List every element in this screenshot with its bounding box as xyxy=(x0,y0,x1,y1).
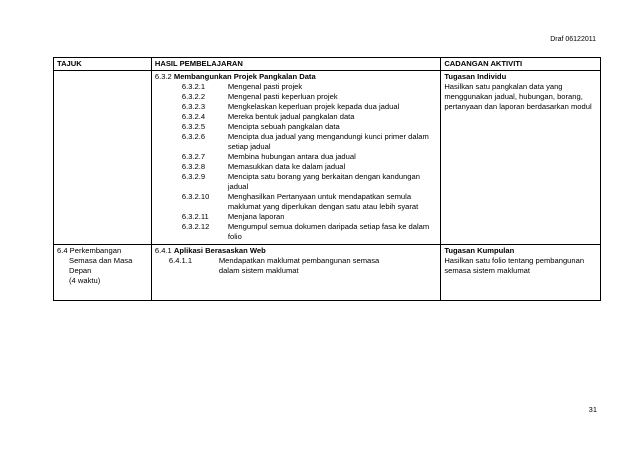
outcome-item xyxy=(155,222,437,242)
aktiviti-cell xyxy=(441,245,601,301)
outcome-number: 6.3.2.3 xyxy=(181,102,206,111)
header-cadangan-aktiviti: CADANGAN AKTIVITI xyxy=(441,58,601,71)
tajuk-cell xyxy=(54,245,152,301)
outcome-number: 6.3.2.12 xyxy=(181,222,210,231)
outcome-text: Mencipta satu borang yang berkaitan dengan kandungan jadual xyxy=(227,172,420,191)
outcome-number: 6.3.2.2 xyxy=(181,92,206,101)
outcome-number: 6.3.2.1 xyxy=(181,82,206,91)
outcome-text-line: Mendapatkan maklumat pembangunan semasa xyxy=(218,256,380,265)
outcome-item xyxy=(155,112,437,122)
outcome-text: Mengenal pasti keperluan projek xyxy=(227,92,338,101)
section-title: Membangunkan Projek Pangkalan Data xyxy=(173,72,316,81)
outcome-number: 6.3.2.7 xyxy=(181,152,206,161)
outcome-text: Memasukkan data ke dalam jadual xyxy=(227,162,346,171)
header-tajuk: TAJUK xyxy=(54,58,152,71)
tajuk-line: (4 waktu) xyxy=(69,276,101,285)
outcome-text: Menghasilkan Pertanyaan untuk mendapatkan semula maklumat yang diperlukan dengan satu atau lebih syarat xyxy=(227,192,419,211)
outcome-item xyxy=(155,192,437,212)
tajuk-line: Semasa dan Masa xyxy=(69,256,133,265)
outcome-item xyxy=(155,256,437,276)
outcome-item xyxy=(155,152,437,162)
outcome-item xyxy=(155,172,437,192)
hasil-cell xyxy=(151,245,440,301)
outcome-item xyxy=(155,82,437,92)
tajuk-line: Depan xyxy=(69,266,92,275)
outcome-text: Mereka bentuk jadual pangkalan data xyxy=(227,112,355,121)
section-heading xyxy=(155,246,437,256)
section-number: 6.3.2 xyxy=(154,72,172,81)
outcome-item xyxy=(155,122,437,132)
tajuk-cell xyxy=(54,71,152,245)
activity-text: Hasilkan satu pangkalan data yang menggunakan jadual, hubungan, borang, pertanyaan dan laporan berdasarkan modul xyxy=(444,82,592,111)
activity-title: Tugasan Individu xyxy=(444,72,507,81)
outcome-item xyxy=(155,162,437,172)
outcome-text: Menjana laporan xyxy=(227,212,285,221)
page-number: 31 xyxy=(588,405,597,414)
table-row xyxy=(54,71,601,245)
outcome-number: 6.3.2.9 xyxy=(181,172,206,181)
outcome-text xyxy=(219,256,437,276)
section-number: 6.4.1 xyxy=(154,246,172,255)
section-title: Aplikasi Berasaskan Web xyxy=(173,246,266,255)
outcome-text: Mengumpul semua dokumen daripada setiap fasa ke dalam folio xyxy=(227,222,430,241)
aktiviti-cell xyxy=(441,71,601,245)
outcome-text: Mencipta dua jadual yang mengandungi kunci primer dalam setiap jadual xyxy=(227,132,429,151)
tajuk-line: 6.4 Perkembangan xyxy=(57,246,122,255)
table-row xyxy=(54,245,601,301)
outcome-item xyxy=(155,92,437,102)
outcome-text: Membina hubungan antara dua jadual xyxy=(227,152,356,161)
outcome-text: Mengenal pasti projek xyxy=(227,82,303,91)
outcome-number: 6.3.2.10 xyxy=(181,192,210,201)
outcome-number: 6.3.2.11 xyxy=(181,212,209,221)
draft-label: Draf 06122011 xyxy=(550,36,596,43)
outcome-number: 6.3.2.4 xyxy=(181,112,206,121)
activity-text: Hasilkan satu folio tentang pembangunan semasa sistem maklumat xyxy=(444,256,585,275)
activity-title: Tugasan Kumpulan xyxy=(444,246,515,255)
table-header-row xyxy=(54,58,601,71)
outcome-text: Mengkelaskan keperluan projek kepada dua jadual xyxy=(227,102,400,111)
outcome-item xyxy=(155,102,437,112)
outcome-list xyxy=(155,82,437,242)
syllabus-table xyxy=(53,57,601,301)
hasil-cell xyxy=(151,71,440,245)
outcome-item xyxy=(155,212,437,222)
outcome-number: 6.4.1.1 xyxy=(168,256,193,265)
header-hasil-pembelajaran: HASIL PEMBELAJARAN xyxy=(151,58,440,71)
outcome-text-line: dalam sistem maklumat xyxy=(218,266,299,275)
outcome-number: 6.3.2.5 xyxy=(181,122,206,131)
outcome-number: 6.3.2.8 xyxy=(181,162,206,171)
outcome-number: 6.3.2.6 xyxy=(181,132,206,141)
outcome-text: Mencipta sebuah pangkalan data xyxy=(227,122,340,131)
outcome-item xyxy=(155,132,437,152)
section-heading xyxy=(155,72,437,82)
